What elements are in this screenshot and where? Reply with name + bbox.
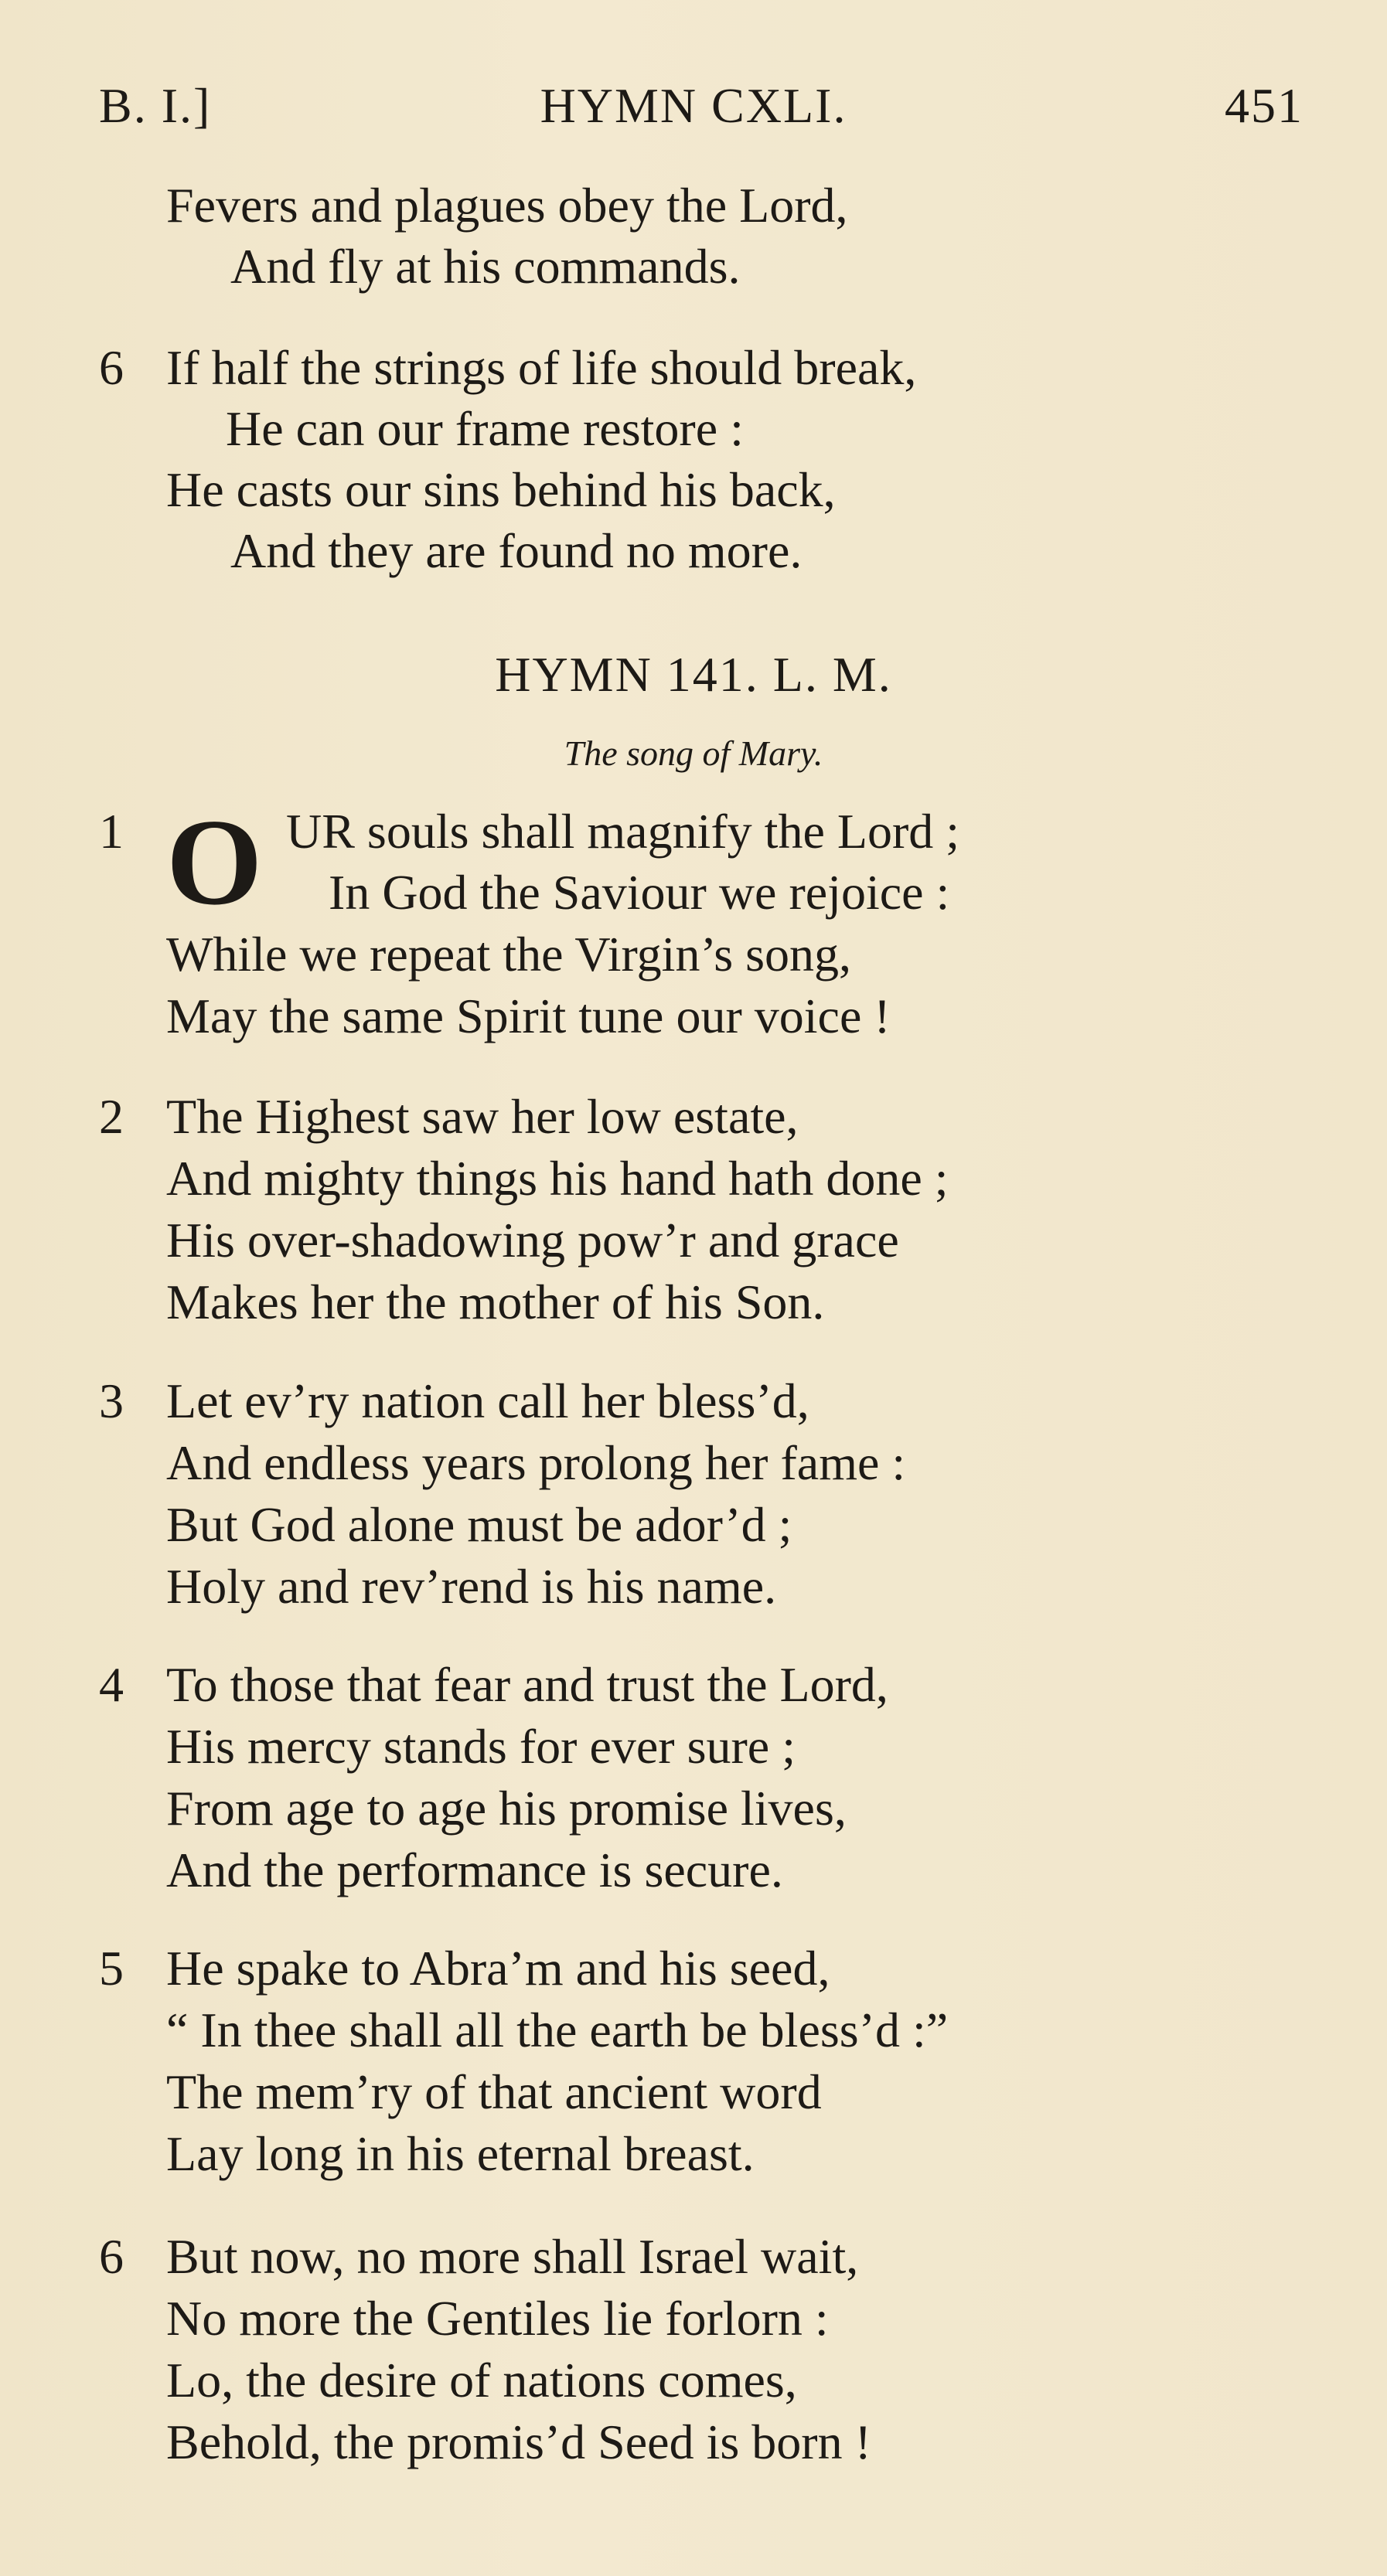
verse-number: 6 bbox=[99, 340, 124, 395]
verse-line: Makes her the mother of his Son. bbox=[166, 1274, 825, 1329]
verse-line: While we repeat the Virgin’s song, bbox=[166, 927, 852, 982]
verse-line: If half the strings of life should break, bbox=[166, 340, 917, 395]
verse-number: 2 bbox=[99, 1089, 124, 1144]
verse-line: The Highest saw her low estate, bbox=[166, 1089, 799, 1144]
continued-line-2: And fly at his commands. bbox=[230, 239, 741, 294]
header-book-section: B. I.] bbox=[99, 78, 212, 133]
verse-line: No more the Gentiles lie forlorn : bbox=[166, 2291, 829, 2346]
verse-line: But God alone must be ador’d ; bbox=[166, 1497, 792, 1552]
verse-line: He can our frame restore : bbox=[226, 401, 744, 456]
verse-line: And the performance is secure. bbox=[166, 1843, 783, 1897]
running-header bbox=[0, 71, 1387, 141]
verse-line: He spake to Abra’m and his seed, bbox=[166, 1941, 830, 1996]
hymn-subtitle: The song of Mary. bbox=[564, 733, 823, 773]
page-number: 451 bbox=[1225, 78, 1304, 133]
drop-cap: O bbox=[166, 793, 263, 931]
verse-line: Lo, the desire of nations comes, bbox=[166, 2353, 797, 2408]
verse-line: He casts our sins behind his back, bbox=[166, 462, 836, 517]
verse-line: May the same Spirit tune our voice ! bbox=[166, 989, 891, 1043]
verse-line: In God the Saviour we rejoice : bbox=[329, 865, 950, 920]
verse-line: UR souls shall magnify the Lord ; bbox=[286, 804, 960, 859]
header-hymn-number: HYMN CXLI. bbox=[540, 78, 847, 133]
verse-line: And endless years prolong her fame : bbox=[166, 1435, 906, 1490]
verse-line: Lay long in his eternal breast. bbox=[166, 2126, 755, 2181]
verse-number: 1 bbox=[99, 804, 124, 859]
verse-line: The mem’ry of that ancient word bbox=[166, 2064, 822, 2119]
verse-line: Let ev’ry nation call her bless’d, bbox=[166, 1373, 809, 1428]
verse-line: “ In thee shall all the earth be bless’d :” bbox=[166, 2003, 949, 2057]
verse-line: His over-shadowing pow’r and grace bbox=[166, 1213, 899, 1268]
continued-line-1: Fevers and plagues obey the Lord, bbox=[166, 178, 848, 233]
verse-line: From age to age his promise lives, bbox=[166, 1781, 847, 1836]
verse-number: 4 bbox=[99, 1657, 124, 1712]
verse-line: To those that fear and trust the Lord, bbox=[166, 1657, 888, 1712]
verse-number: 5 bbox=[99, 1941, 124, 1996]
verse-number: 6 bbox=[99, 2229, 124, 2284]
verse-line: And mighty things his hand hath done ; bbox=[166, 1151, 949, 1206]
hymn-title: HYMN 141. L. M. bbox=[495, 647, 892, 702]
verse-line: Behold, the promis’d Seed is born ! bbox=[166, 2414, 871, 2469]
verse-line: But now, no more shall Israel wait, bbox=[166, 2229, 859, 2284]
verse-number: 3 bbox=[99, 1373, 124, 1428]
verse-line: And they are found no more. bbox=[230, 523, 803, 578]
verse-line: His mercy stands for ever sure ; bbox=[166, 1719, 796, 1774]
verse-line: Holy and rev’rend is his name. bbox=[166, 1559, 777, 1614]
